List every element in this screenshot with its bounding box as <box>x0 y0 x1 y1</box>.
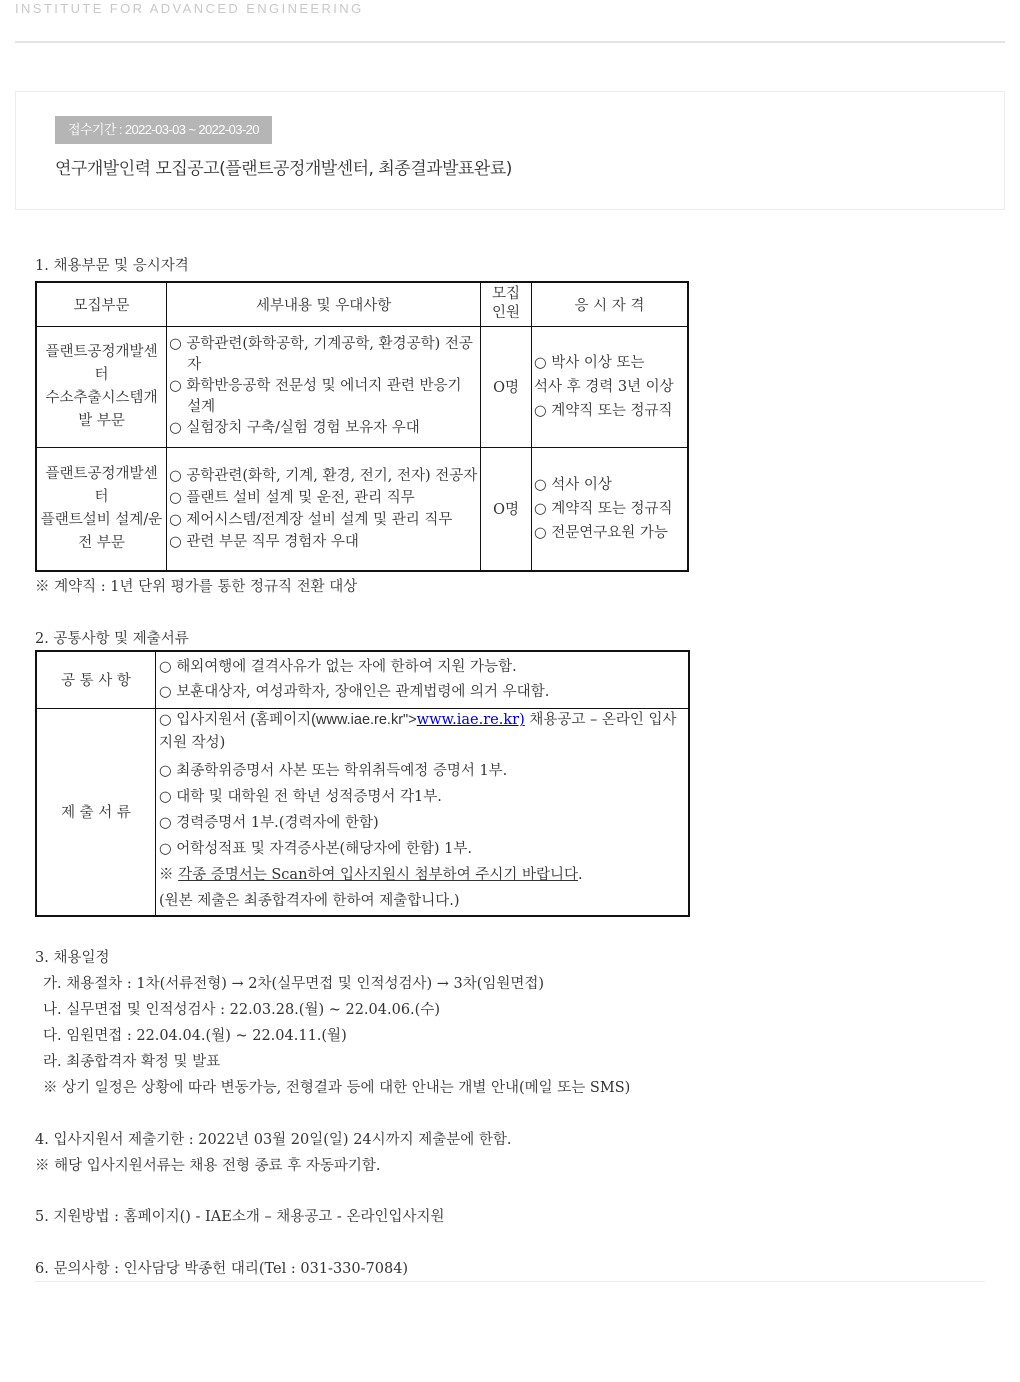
section-3-heading: 3. 채용일정 <box>35 950 110 966</box>
list-item: ○ 경력증명서 1부.(경력자에 한함) <box>159 815 379 832</box>
content-divider <box>35 1281 985 1282</box>
header-qualification: 응 시 자 격 <box>531 282 688 326</box>
qualification-item: ○ 계약직 또는 정규직 <box>533 402 673 419</box>
table-header-row <box>36 282 688 326</box>
header-count: 모집 인원 <box>481 282 532 326</box>
section-2-heading: 2. 공통사항 및 제출서류 <box>35 631 189 647</box>
requirements-table <box>35 650 690 917</box>
notice-header-card <box>15 91 1005 210</box>
section-5-heading: 5. 지원방법 : 홈페이지() - IAE소개 – 채용공고 - 온라인입사지원 <box>35 1209 445 1225</box>
schedule-item: 가. 채용절차 : 1차(서류전형) → 2차(실무면접 및 인적성검사) → 3차(임원면접) <box>43 976 545 992</box>
documents-label: 제 출 서 류 <box>36 708 156 916</box>
list-item: ○ 대학 및 대학원 전 학년 성적증명서 각1부. <box>159 789 442 806</box>
notice-title: 연구개발인력 모집공고(플랜트공정개발센터, 최종결과발표완료) <box>55 159 512 179</box>
schedule-item: 다. 임원면접 : 22.04.04.(월) ~ 22.04.11.(월) <box>43 1028 347 1044</box>
table-row <box>36 708 689 916</box>
list-item: ○ 해외여행에 결격사유가 없는 자에 한하여 지원 가능함. <box>159 658 517 675</box>
list-item: ○ 화학반응공학 전문성 및 에너지 관련 반응기 설계 <box>169 378 462 415</box>
qualification-item: ○ 석사 이상 <box>533 476 612 493</box>
list-item: ○ 실험장치 구축/실험 경험 보유자 우대 <box>169 420 420 436</box>
dept-cell: 플랜트공정개발센터 수소추출시스템개발 부문 <box>36 326 167 447</box>
list-item: ○ 입사지원서 (홈페이지(www.iae.re.kr">www.iae.re.kr) 채용공고 – 온라인 입사지원 작성) <box>159 712 677 752</box>
list-item: ○ 관련 부문 직무 경험자 우대 <box>169 533 359 550</box>
qualification-item: ○ 계약직 또는 정규직 <box>533 500 673 517</box>
schedule-note: ※ 상기 일정은 상황에 따라 변동가능, 전형결과 등에 대한 안내는 개별 안내(메일 또는 SMS) <box>43 1080 631 1096</box>
list-item: ○ 공학관련(화학, 기계, 환경, 전기, 전자) 전공자 <box>169 467 478 484</box>
schedule-item: 라. 최종합격자 확정 및 발표 <box>43 1054 221 1070</box>
list-item: ○ 제어시스템/전계장 설비 설계 및 관리 직무 <box>169 511 453 528</box>
disposal-note: ※ 해당 입사지원서류는 채용 전형 종료 후 자동파기함. <box>35 1158 381 1174</box>
documents-cell <box>156 708 690 916</box>
header-details: 세부내용 및 우대사항 <box>167 282 481 326</box>
scan-note: ※ 각종 증명서는 Scan하여 입사지원시 첨부하여 주시기 바랍니다. <box>159 867 583 884</box>
table-row <box>36 447 688 571</box>
header-dept: 모집부문 <box>36 282 167 326</box>
list-item: ○ 공학관련(화학공학, 기계공학, 환경공학) 전공자 <box>169 336 473 373</box>
qualification-cell <box>531 326 688 447</box>
section-4-heading: 4. 입사지원서 제출기한 : 2022년 03월 20일(일) 24시까지 제출분에 한함. <box>35 1132 512 1148</box>
table-row <box>36 326 688 447</box>
section-1-heading: 1. 채용부문 및 응시자격 <box>35 258 189 274</box>
recruitment-table <box>35 281 689 572</box>
count-cell: O명 <box>481 326 532 447</box>
site-header <box>15 0 1005 43</box>
table-row <box>36 651 689 708</box>
common-cell <box>156 651 690 708</box>
homepage-link[interactable]: www.iae.re.kr) <box>416 712 525 729</box>
site-brand[interactable]: INSTITUTE FOR ADVANCED ENGINEERING <box>15 1 364 16</box>
qualification-item: ○ 전문연구요원 가능 <box>533 524 668 541</box>
details-cell <box>167 447 481 571</box>
details-cell <box>167 326 481 447</box>
section-6-heading: 6. 문의사항 : 인사담당 박종헌 대리(Tel : 031-330-7084) <box>35 1261 409 1277</box>
list-item: ○ 플랜트 설비 설계 및 운전, 관리 직무 <box>169 489 415 506</box>
list-item: ○ 보훈대상자, 여성과학자, 장애인은 관계법령에 의거 우대함. <box>159 683 550 700</box>
count-cell: O명 <box>481 447 532 571</box>
original-note: (원본 제출은 최종합격자에 한하여 제출합니다.) <box>159 893 460 910</box>
list-item: ○ 최종학위증명서 사본 또는 학위취득예정 증명서 1부. <box>159 763 508 780</box>
common-label: 공 통 사 항 <box>36 651 156 708</box>
qualification-item: ○ 박사 이상 또는 <box>533 354 645 371</box>
qualification-cell <box>531 447 688 571</box>
dept-cell: 플랜트공정개발센터 플랜트설비 설계/운전 부문 <box>36 447 167 571</box>
application-period-badge: 접수기간 : 2022-03-03 ~ 2022-03-20 <box>55 116 272 144</box>
contract-note: ※ 계약직 : 1년 단위 평가를 통한 정규직 전환 대상 <box>35 579 358 595</box>
schedule-item: 나. 실무면접 및 인적성검사 : 22.03.28.(월) ~ 22.04.06.(수) <box>43 1002 440 1018</box>
qualification-item: 석사 후 경력 3년 이상 <box>533 378 674 395</box>
list-item: ○ 어학성적표 및 자격증사본(해당자에 한함) 1부. <box>159 841 472 858</box>
